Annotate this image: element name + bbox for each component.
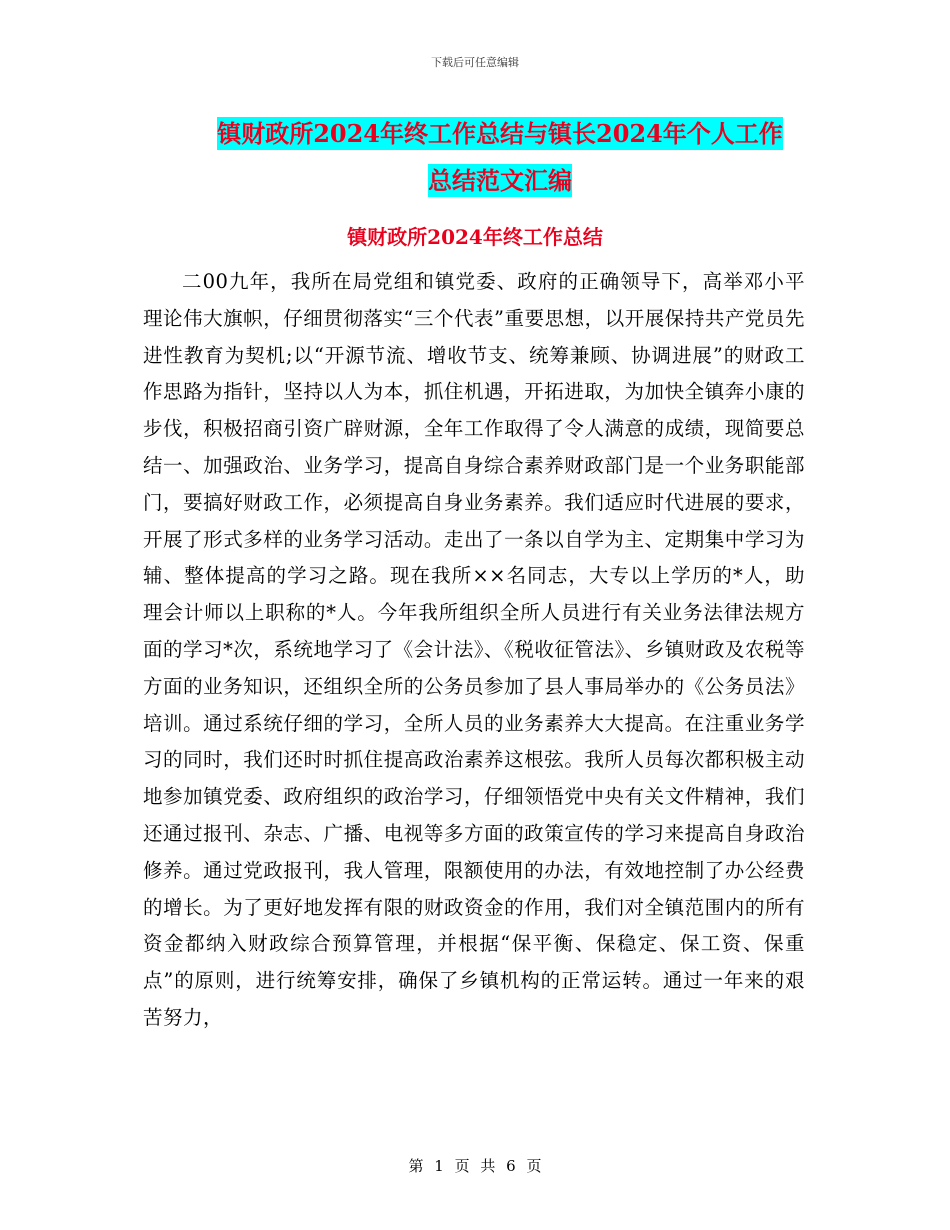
body-paragraph: 二00九年，我所在局党组和镇党委、政府的正确领导下，高举邓小平理论伟大旗帜，仔细贯彻落实“三个代表”重要思想，以开展保持共产党员先进性教育为契机;以“开源节流、增收节支、统筹兼顾、协调进展”的财政工作思路为指针，坚持以人为本，抓住机遇，开拓进取，为加快全镇奔小康的步伐，积极招商引资广辟财源，全年工作取得了令人满意的成绩，现简要总结一、加强政治、业务学习，提高自身综合素养财政部门是一个业务职能部门，要搞好财政工作，必须提高自身业务素养。我们适应时代进展的要求，开展了形式多样的业务学习活动。走出了一条以自学为主、定期集中学习为辅、整体提高的学习之路。现在我所××名同志，大专以上学历的*人，助理会计师以上职称的*人。今年我所组织全所人员进行有关业务法律法规方面的学习*次，系统地学习了《会计法》、《税收征管法》、乡镇财政及农税等方面的业务知识，还组织全所的公务员参加了县人事局举办的《公务员法》培训。通过系统仔细的学习，全所人员的业务素养大大提高。在注重业务学习的同时，我们还时时抓住提高政治素养这根弦。我所人员每次都积极主动地参加镇党委、政府组织的政治学习，仔细领悟党中央有关文件精神，我们还通过报刊、杂志、广播、电视等多方面的政策宣传的学习来提高自身政治修养。通过党政报刊，我人管理，限额使用的办法，有效地控制了办公经费的增长。为了更好地发挥有限的财政资金的作用，我们对全镇范围内的所有资金都纳入财政综合预算管理，并根据“保平衡、保稳定、保工资、保重点”的原则，进行统筹安排，确保了乡镇机构的正常运转。通过一年来的艰苦努力， [143,270,805,1029]
document-title-line2: 总结范文汇编 [428,166,572,195]
document-title-line1: 镇财政所2024年终工作总结与镇长2024年个人工作 [217,119,783,148]
section-title: 镇财政所2024年终工作总结 [347,225,603,249]
page-number: 第 1 页 共 6 页 [408,1157,542,1175]
page-header-note: 下载后可任意编辑 [431,56,519,69]
document-title [140,110,860,204]
